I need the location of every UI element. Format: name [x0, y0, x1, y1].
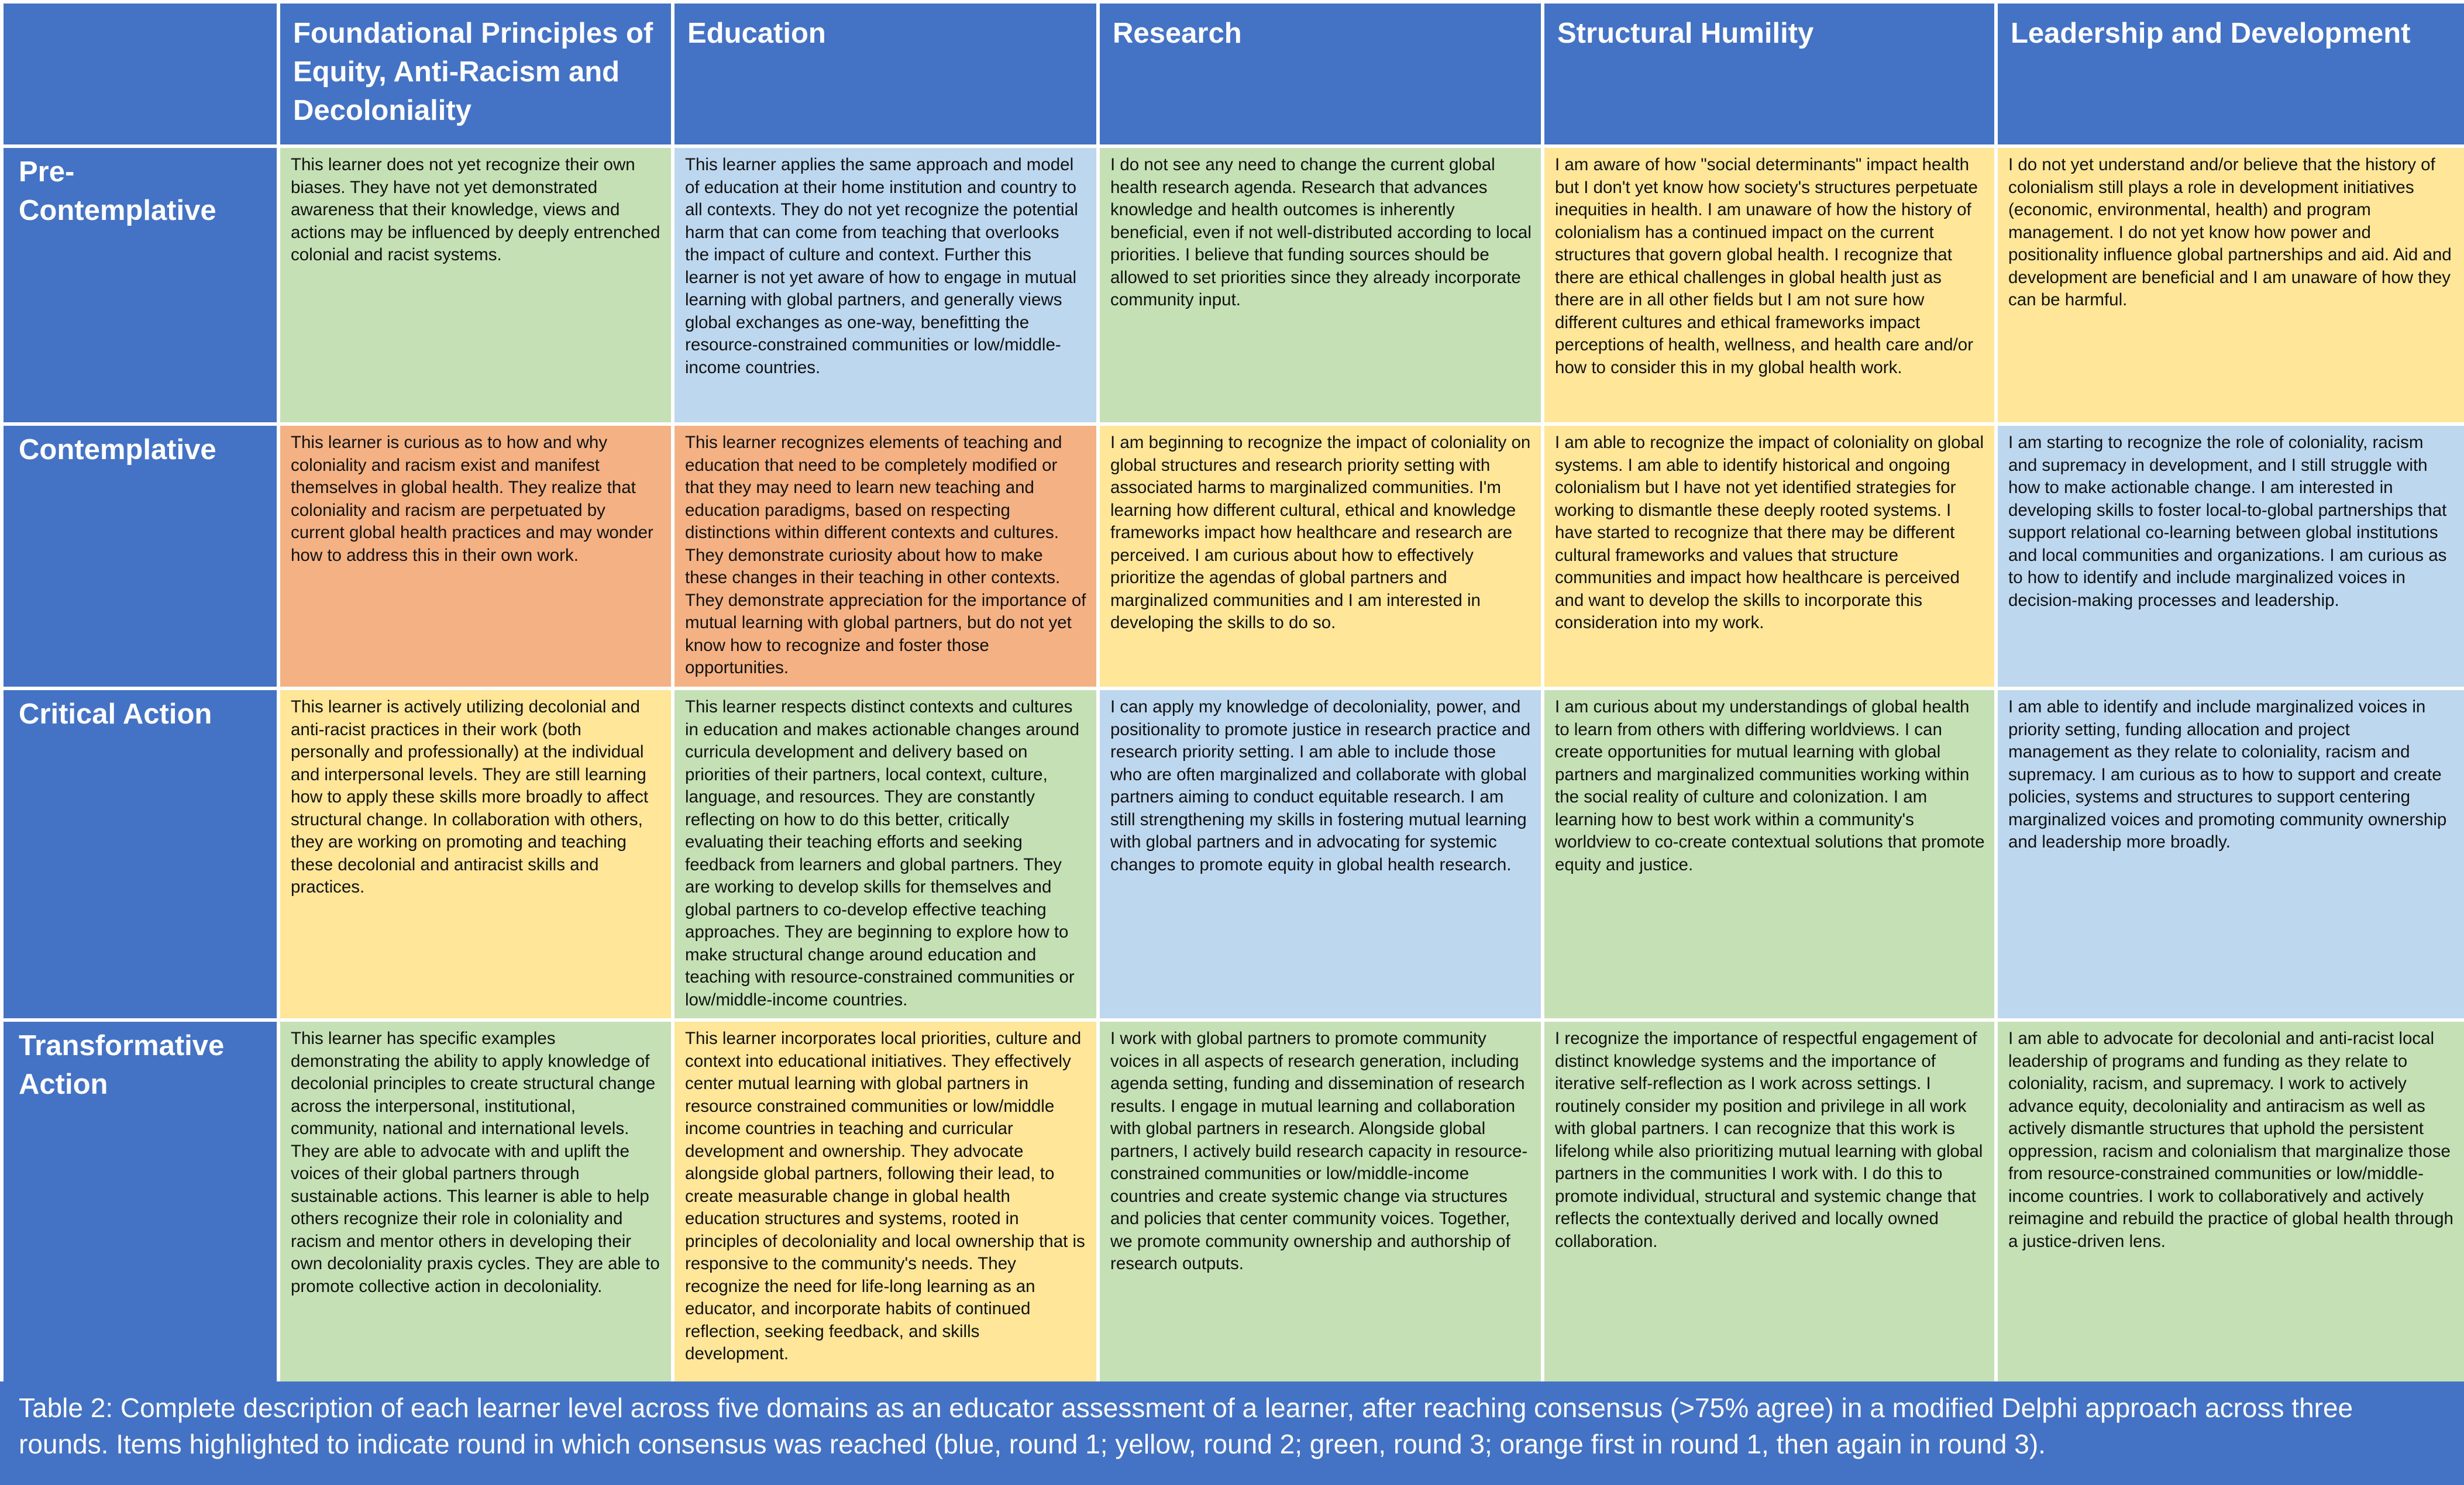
- table-row: [2, 1020, 2464, 1383]
- table-row: [2, 424, 2464, 688]
- table-row: [2, 688, 2464, 1020]
- table-cell: I am able to recognize the impact of coloniality on global systems. I am able to identify historical and ongoing colonialism but I have not yet identified strategies for working to dismantle these deeply rooted systems. I have started to recognize that there may be different cultural frameworks and values that structure communities and impact how healthcare is perceived and want to develop the skills to incorporate this consideration into my work.: [1543, 424, 1996, 688]
- table-cell: I can apply my knowledge of decoloniality, power, and positionality to promote justice in research practice and research priority setting. I am able to include those who are often marginalized and collaborate with global partners aiming to conduct equitable research. I am still strengthening my skills in fostering mutual learning with global partners and in advocating for systemic changes to promote equity in global health research.: [1098, 688, 1543, 1020]
- row-header: Transformative Action: [2, 1020, 278, 1383]
- table-cell: This learner is curious as to how and why coloniality and racism exist and manifest themselves in global health. They realize that coloniality and racism are perpetuated by current global health practices and may wonder how to address this in their own work.: [278, 424, 673, 688]
- table-cell: I am aware of how "social determinants" impact health but I don't yet know how society's structures perpetuate inequities in health. I am unaware of how the history of colonialism has a continued impact on the current structures that govern global health. I recognize that there are ethical challenges in global health just as there are in all other fields but I am not sure how different cultures and ethical frameworks impact perceptions of health, wellness, and health care and/or how to consider this in my global health work.: [1543, 146, 1996, 424]
- table-cell: This learner incorporates local priorities, culture and context into educational initiatives. They effectively center mutual learning with global partners in resource constrained communities or low/middle income countries in teaching and curricular development and ownership. They advocate alongside global partners, following their lead, to create measurable change in global health education structures and systems, rooted in principles of decoloniality and local ownership that is responsive to the community's needs. They recognize the need for life-long learning as an educator, and incorporate habits of continued reflection, seeking feedback, and skills development.: [673, 1020, 1098, 1383]
- column-header: Foundational Principles of Equity, Anti-Racism and Decoloniality: [278, 2, 673, 146]
- table-cell: I am able to identify and include marginalized voices in priority setting, funding allocation and project management as they relate to coloniality, racism and supremacy. I am curious as to how to support and create policies, systems and structures to support centering marginalized voices and promoting community ownership and leadership more broadly.: [1996, 688, 2464, 1020]
- table-cell: I recognize the importance of respectful engagement of distinct knowledge systems and the importance of iterative self-reflection as I work across settings. I routinely consider my position and privilege in all work with global partners. I can recognize that this work is lifelong while also prioritizing mutual learning with global partners in the communities I work with. I do this to promote individual, structural and systemic change that reflects the contextually derived and locally owned collaboration.: [1543, 1020, 1996, 1383]
- table-cell: This learner has specific examples demonstrating the ability to apply knowledge of decolonial principles to create structural change across the interpersonal, institutional, community, national and international levels. They are able to advocate with and uplift the voices of their global partners through sustainable actions. This learner is able to help others recognize their role in coloniality and racism and mentor others in developing their own decoloniality praxis cycles. They are able to promote collective action in decoloniality.: [278, 1020, 673, 1383]
- column-header: Structural Humility: [1543, 2, 1996, 146]
- row-header: Pre-Contemplative: [2, 146, 278, 424]
- column-header: Leadership and Development: [1996, 2, 2464, 146]
- table-cell: I do not yet understand and/or believe that the history of colonialism still plays a role in development initiatives (economic, environmental, health) and program management. I do not yet know how power and positionality influence global partnerships and aid. Aid and development are beneficial and I am unaware of how they can be harmful.: [1996, 146, 2464, 424]
- table-cell: I work with global partners to promote community voices in all aspects of research generation, including agenda setting, funding and dissemination of research results. I engage in mutual learning and collaboration with global partners in research. Alongside global partners, I actively build research capacity in resource-constrained communities or low/middle-income countries and create systemic change via structures and policies that center community voices. Together, we promote community ownership and authorship of research outputs.: [1098, 1020, 1543, 1383]
- table-cell: This learner respects distinct contexts and cultures in education and makes actionable changes around curricula development and delivery based on priorities of their partners, local context, culture, language, and resources. They are constantly reflecting on how to do this better, critically evaluating their teaching efforts and seeking feedback from learners and global partners. They are working to develop skills for themselves and global partners to co-develop effective teaching approaches. They are beginning to explore how to make structural change around education and teaching with resource-constrained communities or low/middle-income countries.: [673, 688, 1098, 1020]
- table-cell: I do not see any need to change the current global health research agenda. Research that advances knowledge and health outcomes is inherently beneficial, even if not well-distributed according to local priorities. I believe that funding sources should be allowed to set priorities since they already incorporate community input.: [1098, 146, 1543, 424]
- table-cell: I am curious about my understandings of global health to learn from others with differing worldviews. I can create opportunities for mutual learning with global partners and marginalized communities working within the social reality of culture and colonization. I am learning how to best work within a community's worldview to co-create contextual solutions that promote equity and justice.: [1543, 688, 1996, 1020]
- row-header: Critical Action: [2, 688, 278, 1020]
- row-header: Contemplative: [2, 424, 278, 688]
- table-cell: This learner is actively utilizing decolonial and anti-racist practices in their work (both personally and professionally) at the individual and interpersonal levels. They are still learning how to apply these skills more broadly to affect structural change. In collaboration with others, they are working on promoting and teaching these decolonial and antiracist skills and practices.: [278, 688, 673, 1020]
- table-cell: This learner applies the same approach and model of education at their home institution and country to all contexts. They do not yet recognize the potential harm that can come from teaching that overlooks the impact of culture and context. Further this learner is not yet aware of how to engage in mutual learning with global partners, and generally views global exchanges as one-way, benefitting the resource-constrained communities or low/middle-income countries.: [673, 146, 1098, 424]
- column-header: Research: [1098, 2, 1543, 146]
- column-header: Education: [673, 2, 1098, 146]
- table-cell: I am able to advocate for decolonial and anti-racist local leadership of programs and funding as they relate to coloniality, racism, and supremacy. I work to actively advance equity, decoloniality and antiracism as well as actively dismantle structures that uphold the persistent oppression, racism and colonialism that marginalize those from resource-constrained communities or low/middle-income countries. I work to collaboratively and actively reimagine and rebuild the practice of global health through a justice-driven lens.: [1996, 1020, 2464, 1383]
- header-row: [2, 2, 2464, 146]
- table-cell: I am beginning to recognize the impact of coloniality on global structures and research priority setting with associated harms to marginalized communities. I'm learning how different cultural, ethical and knowledge frameworks impact how healthcare and research are perceived. I am curious about how to effectively prioritize the agendas of global partners and marginalized communities and I am interested in developing the skills to do so.: [1098, 424, 1543, 688]
- table-cell: I am starting to recognize the role of coloniality, racism and supremacy in development, and I still struggle with how to make actionable change. I am interested in developing skills to foster local-to-global partnerships that support relational co-learning between global institutions and local communities and organizations. I am curious as to how to identify and include marginalized voices in decision-making processes and leadership.: [1996, 424, 2464, 688]
- table-row: [2, 146, 2464, 424]
- table-caption: Table 2: Complete description of each learner level across five domains as an educator assessment of a learner, after reaching consensus (>75% agree) in a modified Delphi approach across three rounds. Items highlighted to indicate round in which consensus was reached (blue, round 1; yellow, round 2; green, round 3; orange first in round 1, then again in round 3).: [0, 1381, 2464, 1485]
- table-cell: This learner does not yet recognize their own biases. They have not yet demonstrated awareness that their knowledge, views and actions may be influenced by deeply entrenched colonial and racist systems.: [278, 146, 673, 424]
- corner-cell: [2, 2, 278, 146]
- table-cell: This learner recognizes elements of teaching and education that need to be completely modified or that they may need to learn new teaching and education paradigms, based on respecting distinctions within different contexts and cultures. They demonstrate curiosity about how to make these changes in their teaching in other contexts. They demonstrate appreciation for the importance of mutual learning with global partners, but do not yet know how to recognize and foster those opportunities.: [673, 424, 1098, 688]
